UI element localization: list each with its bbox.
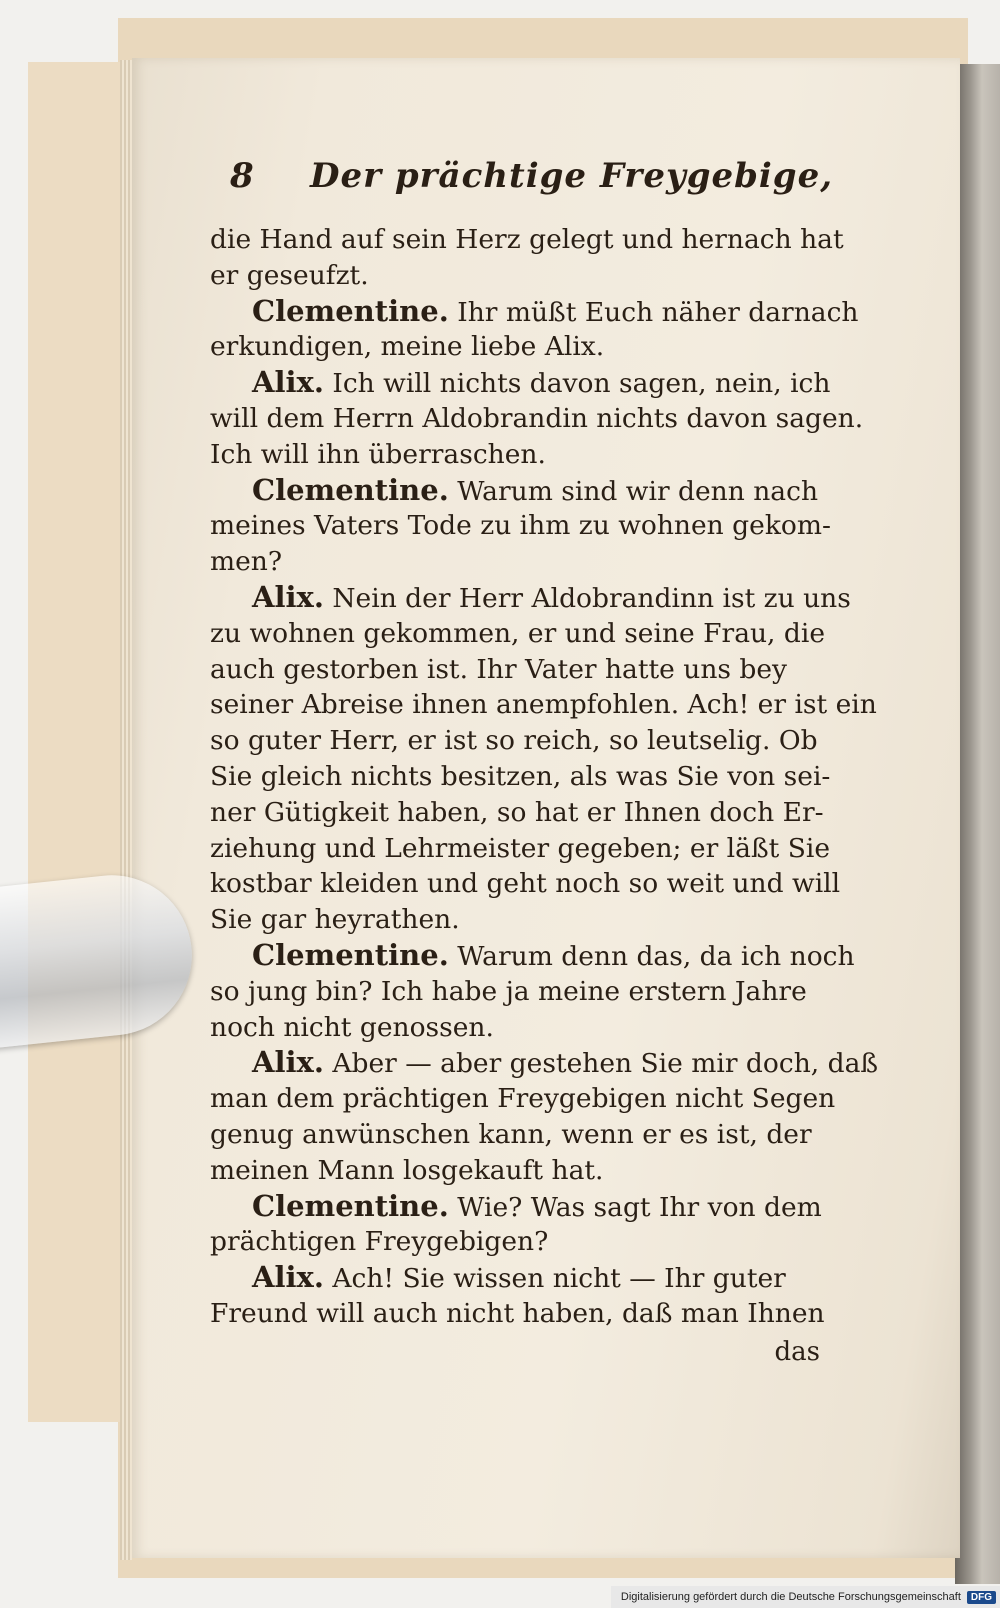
line-text: erkundigen, meine liebe Alix. (210, 331, 605, 363)
line-text: Sie gleich nichts besitzen, als was Sie von sei- (210, 760, 831, 792)
text-line (210, 1296, 890, 1332)
text-lines (210, 222, 890, 1332)
running-title: Der prächtige Freygebige, (310, 156, 834, 196)
text-line (210, 652, 890, 688)
text-line (210, 365, 890, 401)
line-text: Nein der Herr Aldobrandinn ist zu uns (323, 582, 851, 614)
text-line (210, 723, 890, 759)
line-text: Warum sind wir denn nach (448, 475, 819, 507)
text-line (210, 1117, 890, 1153)
catchword: das (774, 1336, 820, 1367)
line-text: kostbar kleiden und geht noch so weit und will (210, 868, 841, 900)
page-number: 8 (230, 156, 254, 196)
text-line (210, 544, 890, 580)
text-line (210, 1260, 890, 1296)
speaker-name: Alix. (252, 579, 324, 614)
footer-text: Digitalisierung gefördert durch die Deutsche Forschungsgemeinschaft (620, 1591, 961, 1603)
speaker-name: Clementine. (252, 293, 449, 328)
page-header (210, 156, 890, 204)
line-text: so guter Herr, er ist so reich, so leutselig. Ob (210, 725, 818, 757)
line-text: Ich will nichts davon sagen, nein, ich (323, 368, 831, 400)
text-line (210, 616, 890, 652)
text-line (210, 329, 890, 365)
text-line (210, 974, 890, 1010)
text-line (210, 294, 890, 330)
text-line (210, 580, 890, 616)
line-text: ziehung und Lehrmeister gegeben; er läßt Sie (210, 832, 831, 864)
line-text: seiner Abreise ihnen anempfohlen. Ach! er ist ein (210, 689, 877, 721)
text-line (210, 508, 890, 544)
text-line (210, 1010, 890, 1046)
text-line (210, 831, 890, 867)
page-text-block (210, 156, 890, 1370)
line-text: die Hand auf sein Herz gelegt und hernach hat (210, 224, 844, 255)
speaker-name: Clementine. (252, 937, 449, 972)
line-text: meines Vaters Tode zu ihm zu wohnen gekom- (210, 510, 831, 542)
dfg-logo-icon: DFG (967, 1591, 996, 1604)
text-line (210, 687, 890, 723)
line-text: Ich will ihn überraschen. (210, 438, 546, 470)
line-text: er geseufzt. (210, 259, 369, 291)
line-text: so jung bin? Ich habe ja meine erstern Jahre (210, 975, 807, 1007)
text-line (210, 401, 890, 437)
line-text: auch gestorben ist. Ihr Vater hatte uns bey (210, 653, 788, 685)
book-gutter (955, 64, 1000, 1584)
line-text: Warum denn das, da ich noch (448, 940, 855, 972)
line-text: man dem prächtigen Freygebigen nicht Segen (210, 1083, 836, 1115)
line-text: ner Gütigkeit haben, so hat er Ihnen doch Er- (210, 796, 824, 828)
page-stack-edge (120, 60, 132, 1560)
line-text: genug anwünschen kann, wenn er es ist, der (210, 1118, 812, 1150)
text-line (210, 938, 890, 974)
text-line (210, 1081, 890, 1117)
text-line (210, 258, 890, 294)
line-text: Sie gar heyrathen. (210, 904, 460, 936)
text-line (210, 759, 890, 795)
line-text: zu wohnen gekommen, er und seine Frau, die (210, 617, 826, 649)
speaker-name: Clementine. (252, 472, 449, 507)
text-line (210, 866, 890, 902)
speaker-name: Alix. (252, 365, 324, 400)
speaker-name: Alix. (252, 1045, 324, 1080)
text-line (210, 1153, 890, 1189)
text-line (210, 222, 890, 258)
speaker-name: Clementine. (252, 1188, 449, 1223)
speaker-name: Alix. (252, 1260, 324, 1295)
footer-credit (611, 1586, 1000, 1608)
line-text: noch nicht genossen. (210, 1011, 494, 1043)
line-text: men? (210, 546, 283, 578)
text-line (210, 1189, 890, 1225)
line-text: prächtigen Freygebigen? (210, 1226, 549, 1258)
text-line (210, 437, 890, 473)
text-line (210, 795, 890, 831)
line-text: Ihr müßt Euch näher darnach (448, 296, 859, 328)
text-line (210, 1045, 890, 1081)
text-line (210, 1224, 890, 1260)
line-text: Freund will auch nicht haben, daß man Ihnen (210, 1297, 825, 1329)
line-text: Aber — aber gestehen Sie mir doch, daß (323, 1048, 879, 1080)
text-line (210, 902, 890, 938)
line-text: meinen Mann losgekauft hat. (210, 1154, 604, 1186)
line-text: Ach! Sie wissen nicht — Ihr guter (323, 1263, 786, 1295)
text-line (210, 473, 890, 509)
line-text: Wie? Was sagt Ihr von dem (448, 1191, 822, 1223)
line-text: will dem Herrn Aldobrandin nichts davon sagen. (210, 402, 864, 434)
